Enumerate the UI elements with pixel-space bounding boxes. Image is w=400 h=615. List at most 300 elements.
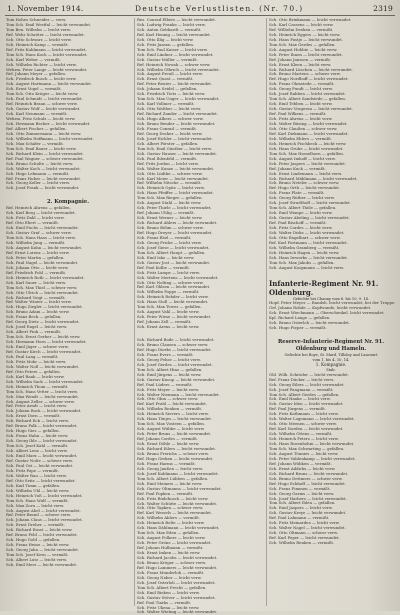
casualty-entry: Sch. Fritz Dahl — leicht verw.	[6, 215, 65, 221]
casualty-entry: Tom Sch. Max Jakobs — gefallen.	[269, 259, 335, 265]
casualty-entry: Sch. Wilhelm Hoffmann — leicht verwundet.	[6, 135, 94, 141]
casualty-entry: Ref. Johann Janssen — vermißt.	[269, 56, 332, 62]
casualty-entry: Ref. Johann Wöbken — vermißt.	[269, 460, 332, 466]
casualty-entry: Sch. Heinrich Hagen — leicht verw.	[269, 249, 340, 255]
casualty-entry: Sch. Karl Weber — vermißt.	[6, 56, 62, 62]
casualty-entry: Ref. Otto Peters — gefallen.	[6, 368, 61, 374]
casualty-entry: Tom Sch. Max Gerdes — gefallen.	[269, 41, 336, 47]
casualty-entry: Sch. Hans Grube — leicht verwundet.	[269, 145, 344, 151]
header-title	[135, 4, 304, 13]
casualty-entry: Sch. Franz Fimmen — vermißt.	[269, 485, 331, 491]
casualty-entry: Ref. Walter Winter — leicht verw.	[6, 299, 72, 305]
casualty-entry: Sch. Wilhelm Ottens — vermißt.	[269, 431, 333, 437]
casualty-entry: Sch. Ludwig Franke — leicht verw.	[137, 21, 206, 27]
company-heading: 1. Kompagnie.	[315, 362, 347, 368]
casualty-entry: Sch. Heinrich Sievers — leicht verw.	[137, 411, 209, 417]
casualty-entry: Sch. Heinrich Thom — vermißt.	[6, 383, 69, 389]
casualty-entry: Tom Sch. Albert Sandstede — gefallen.	[269, 96, 346, 102]
casualty-entry: Tom Sch. Max Schwarting — gefallen.	[269, 446, 345, 451]
casualty-entry: Sch. Gustav Müller — vermißt.	[137, 56, 198, 62]
casualty-entry: Ref. Otto Seitz — leicht verwundet.	[6, 477, 76, 483]
casualty-entry: Sch. Fritz Meyer — leicht verw.	[137, 386, 200, 392]
casualty-entry: Sch. Hugo Pieper — vermißt.	[269, 324, 327, 330]
casualty-entry: Sch. Georg Rüther — leicht verw.	[269, 195, 335, 201]
casualty-entry: Sch. Hans Pfeiffer — leicht verwundet.	[137, 190, 214, 196]
casualty-entry: Sch. Heinrich Kamp — vermißt.	[6, 41, 69, 47]
casualty-entry: Sch. Walter Rau — leicht verw.	[6, 472, 67, 478]
casualty-entry: Ref. Peter Reuter — leicht verwundet.	[137, 81, 213, 87]
casualty-entry: Sch. Johann Bock — leicht verwundet.	[6, 408, 82, 414]
casualty-entry: Sch. Otto Oltmann — schwer verw.	[269, 530, 338, 536]
casualty-entry: Ref. Richard Zander — leicht verwundet.	[137, 111, 218, 117]
casualty-entry: Sch. Franz Munderloh — vermißt.	[137, 569, 205, 575]
casualty-entry: Ref. Peter Arndt — leicht verw.	[6, 403, 68, 409]
casualty-entry: Tom Sch. Max Eden — gefallen.	[137, 530, 200, 536]
casualty-entry: Sch. Wilhelm Jung — vermißt.	[6, 240, 66, 246]
casualty-entry: Sch. Hugo Albers — schwer verw.	[137, 116, 204, 122]
casualty-entry: Sch. Josef Frank — leicht verwundet.	[6, 185, 80, 191]
casualty-entry: Sch. Bruno Martens — schwer verw.	[269, 71, 341, 77]
header-page-number: 2319	[373, 4, 393, 13]
casualty-entry: Sch. August Kuhn — leicht verwundet.	[6, 244, 83, 250]
casualty-entry: Tom Sch. Albert Ihlen — gefallen.	[269, 500, 336, 506]
casualty-entry: Ref. Hugo Dreyer — leicht verwundet.	[137, 229, 213, 235]
casualty-entry: Ref. Karl Hennig — leicht verwundet.	[137, 31, 211, 37]
casualty-entry: Ref. Fritz Jordan — leicht verw.	[137, 160, 199, 166]
casualty-entry: Sch. Bruno Frerichs — schwer verw.	[137, 450, 210, 456]
casualty-entry: Ref. Friedrich Pohl — vermißt.	[6, 269, 67, 275]
casualty-entry: Sch. Emil Meiners — leicht verw.	[137, 480, 203, 486]
casualty-entry: Sch. August Folkers — leicht verw.	[137, 535, 206, 541]
casualty-entry: Ref. Karl Fortmann — leicht verwundet.	[269, 239, 348, 245]
casualty-entry: Wehrm. Fritz Schulz — leicht verw.	[6, 116, 76, 122]
casualty-entry: Sch. Emil Marx — leicht verwundet.	[6, 453, 78, 459]
casualty-entry: Tom Sch. Max Tewes — gefallen.	[137, 304, 202, 310]
casualty-entry: Sch. Hans Stoll — leicht verwundet.	[137, 299, 209, 305]
casualty-entry: Ref. Wehr Schröter — leicht verwundet.	[6, 31, 85, 37]
casualty-entry: Sch. Paul Ihlenfeld — vermißt.	[137, 155, 198, 161]
column-divider	[134, 18, 135, 606]
casualty-entry: Sch. Heinrich Rehder — leicht verw.	[137, 294, 209, 300]
casualty-entry: Sch. Fritz Jansen — gefallen.	[137, 41, 195, 47]
casualty-entry: Sch. Walter Niemann — leicht verwundet.	[137, 391, 220, 397]
casualty-entry: Sch. Anton Gebhardt — vermißt.	[137, 26, 202, 32]
casualty-entry: Ref. Gustav Nolte — schwer verw.	[6, 457, 74, 463]
casualty-entry: Sch. Bruno Bender — leicht verwundet.	[137, 121, 216, 127]
casualty-entry: Sch. Walter Mertens — leicht verwundet.	[137, 274, 219, 280]
battle-line: vom 1. bis 4. 10. 14.	[312, 357, 350, 362]
casualty-entry: Ref. Hugo Dierks — leicht verwundet.	[137, 346, 212, 352]
casualty-entry: Sch. Franz Ebel — vermißt.	[137, 234, 192, 240]
casualty-entry: Sch. Georg Ihle — leicht verwundet.	[6, 438, 78, 444]
casualty-entry: Sch. Gustav Oltmanns — leicht verwundet.	[137, 485, 222, 491]
casualty-entry: Sch. Georg Janßen — leicht verw.	[137, 465, 204, 471]
casualty-entry: Sch. Georg Fricke — leicht verw.	[137, 239, 202, 245]
casualty-entry: Ref. Peter Brand — schwer verw.	[6, 512, 71, 518]
casualty-entry: Sch. Johann Claus — leicht verwundet.	[6, 517, 83, 523]
casualty-entry: Sch. Otto Brinkmann — leicht verwundet.	[269, 17, 352, 22]
casualty-entry: Sch. Gustav Iden — leicht verwundet.	[269, 401, 344, 407]
casualty-entry: Sch. Franz Beck — gefallen.	[6, 314, 62, 320]
casualty-entry: Sch. Richard Lüschen — leicht verwundet.	[269, 66, 354, 72]
casualty-entry: Sch. Wilhelm Olbrich — leicht verwundet.	[137, 66, 220, 72]
casualty-entry: Sch. Hugo Ziegler — leicht verwundet.	[6, 304, 83, 310]
casualty-entry: Ref. Johann Kuck — vermißt.	[269, 165, 326, 171]
casualty-entry: Sch. Emil Iske — leicht verw.	[137, 254, 195, 260]
column-divider	[266, 18, 267, 606]
regiment-heading: Infanterie-Regiment Nr. 91. Oldenburg.	[269, 278, 379, 297]
casualty-entry: Tom Sch. Hans Haas — leicht verw.	[6, 235, 76, 241]
casualty-entry: Sch. Emil Jaspers — leicht verw.	[269, 505, 333, 511]
casualty-entry: Sch. Bruno Clausen — schwer verw.	[137, 342, 209, 347]
casualty-entry: Sch. Peter Gröne — leicht verwundet.	[137, 540, 212, 546]
casualty-entry: Sch. Wilhelm Ehlers — vermißt.	[269, 135, 333, 141]
casualty-entry: Sch. Emil Jürgens — leicht verw.	[137, 371, 202, 377]
casualty-entry: Tom Sch. Max Unger — leicht verwundet.	[137, 96, 220, 102]
casualty-entry: Sch. Emil Lindner — leicht verwundet.	[137, 51, 214, 57]
casualty-entry: Sch. Wilhelm Poppe — vermißt.	[137, 289, 200, 295]
casualty-entry: Sch. Heinrich Eggers — leicht verw.	[269, 31, 341, 37]
casualty-entry: Sch. August Hobbie — leicht verw.	[269, 46, 338, 52]
casualty-entry: Sch. Gustav Jost — leicht verwundet.	[137, 259, 211, 265]
casualty-entry: Sch. Fritz Rüdebusch — leicht verw.	[137, 495, 209, 501]
casualty-entry: Sch. Ernst Dreher — vermißt.	[6, 522, 65, 528]
casualty-entry: Sch. Hugo Gold — gefallen.	[6, 537, 61, 543]
casualty-entry: Sch. Karl Cassens — leicht verw.	[269, 21, 334, 27]
casualty-entry: Sch. Fritz Lampe — leicht verw.	[137, 269, 200, 275]
casualty-entry: Sch. Wilhelm Gramberg — vermißt.	[269, 244, 340, 250]
casualty-entry: Ref. Hugo Nordhoff — leicht verwundet.	[269, 76, 349, 82]
casualty-entry: Sch. Franz Heine — leicht verw.	[6, 542, 70, 548]
casualty-entry: Sch. Hermann Becker — leicht verwundet.	[6, 121, 91, 127]
casualty-entry: Sch. Hans Iwwerks — leicht verwundet.	[269, 254, 348, 260]
casualty-entry: Tom Sch. Albert Hinz — gefallen.	[137, 366, 203, 372]
casualty-entry: Ref. Wilhelm Nitsche — vermißt.	[137, 180, 202, 186]
casualty-entry: Sch. Richard Eck — leicht verw.	[6, 418, 70, 424]
casualty-entry: Sch. Georg Jahn — leicht verwundet.	[6, 547, 79, 553]
column-1	[6, 18, 130, 608]
casualty-entry: Ref. Karl Ohlsen — leicht verwundet.	[137, 284, 211, 290]
casualty-entry: Ref. Karl Norden — leicht verwundet.	[269, 426, 344, 432]
casualty-entry: Ref. Franz Dücker — leicht verw.	[269, 376, 335, 382]
casualty-entry: Sch. Albert Fink — vermißt.	[6, 329, 62, 335]
battle-line: Gefechte bei Roye, St. Mard, Tilloloy und Laucourt	[284, 352, 378, 357]
casualty-entry: Sch. Ernst Quast — vermißt.	[137, 76, 194, 82]
casualty-entry: Tom Sch. Paul Kaiser — leicht verw.	[137, 46, 208, 52]
casualty-entry: Sch. August Preuß — leicht verw.	[137, 71, 203, 77]
casualty-entry: Ref. Heinrich Braun — schwer verw.	[6, 101, 78, 107]
casualty-entry: Ref. Fritz Kuhlmann — leicht verwundet.	[6, 46, 87, 52]
casualty-entry: Tom Sch. Ernst Gerber — leicht verw.	[6, 334, 81, 340]
casualty-entry: Sch. Fritz Cordes — leicht verw.	[269, 225, 333, 231]
casualty-entry: Sch. August Koopmann — leicht verw.	[269, 264, 345, 270]
casualty-entry: Sch. Peter Martin — gefallen.	[6, 254, 65, 260]
casualty-entry: Sch. Josef Fangmann — vermißt.	[269, 386, 334, 392]
casualty-entry: Sch. Hermann Horn — leicht verwundet.	[6, 339, 87, 345]
casualty-entry: Sch. Josef Engel — leicht verw.	[6, 324, 68, 330]
casualty-entry: Sch. Franz Evers — vermißt.	[137, 351, 194, 357]
casualty-entry: Sch. Gustav Hauser — leicht verwundet.	[137, 150, 218, 156]
column-3	[269, 17, 396, 608]
casualty-entry: Sch. Hans Fastje — leicht verwundet.	[269, 36, 344, 42]
casualty-entry: Tom Sch. Albert Haupt — gefallen.	[137, 249, 206, 255]
casualty-entry: Sch. Hugo Lehmann — vermißt.	[6, 170, 70, 176]
casualty-entry: Ref. Paul Lahmann — vermißt.	[269, 515, 330, 521]
casualty-entry: Sch. Albert Lutz — leicht verw.	[6, 557, 68, 563]
casualty-entry: Ref. Paul Wagner — schwer verwundet.	[6, 155, 84, 161]
casualty-entry: Sch. Ernst Kleen — leicht verw.	[269, 61, 332, 67]
casualty-entry: Ref. Otto Ebert — vermißt.	[6, 220, 60, 226]
casualty-entry: Sch. Otto Illig — leicht verw.	[137, 36, 194, 42]
casualty-entry: Sch. Karl Meier — leicht verwundet.	[137, 175, 210, 181]
casualty-entry: Sch. Karl Neumann — vermißt.	[6, 111, 68, 117]
casualty-entry: Tom Sch. Hans Vetter — leicht verw.	[6, 388, 78, 394]
spacer	[269, 271, 393, 279]
casualty-entry: Sch. Josef Harbers — leicht verwundet.	[269, 495, 347, 501]
casualty-entry: Tom Sch. Max Rieger — gefallen.	[137, 195, 203, 201]
casualty-entry: Sch. Friedrich Busch — leicht verw.	[6, 76, 77, 82]
regiment-heading: Reserve-Infanterie-Regiment Nr. 91.	[277, 338, 385, 345]
casualty-entry: Sch. Georg Pundt — leicht verw.	[269, 86, 333, 92]
casualty-entry: Sch. Emil Fuchs — leicht verwundet.	[6, 225, 79, 231]
column-3-list-mid	[269, 300, 396, 331]
section-heading: 2. Kompagnie.	[46, 199, 90, 206]
casualty-entry: Sch. Peter Wiese — leicht verwundet.	[137, 314, 212, 320]
casualty-entry: Tom Sch. Josef Kahl — vermißt.	[6, 443, 69, 449]
casualty-entry: Sch. Peter Bruns — leicht verwundet.	[137, 431, 212, 437]
casualty-entry: Sch. Ernst Wiechmann — Oberschenkel, leicht verwundet.	[269, 310, 385, 316]
casualty-entry: Sch. Josef Giese — leicht verwundet.	[137, 244, 210, 250]
casualty-entry: Tom Sch. Albert Gerdes — gefallen.	[269, 391, 340, 397]
casualty-entry: Sch. Heinrich Opitz — leicht verw.	[137, 185, 205, 191]
casualty-entry: Ref. Hugo Orth — leicht verwundet.	[269, 185, 341, 191]
casualty-entry: Sch. Peter Thiele — leicht verwundet.	[137, 205, 212, 211]
casualty-entry: Ref. Karl Diekmann — leicht verwundet.	[269, 130, 349, 136]
casualty-entry: Sch. Walter Noll — leicht verwundet.	[6, 363, 80, 369]
casualty-entry: Sch. Karl Berg — leicht verwundet.	[6, 210, 76, 216]
casualty-entry: Sch. Ernst Addicks — leicht verw.	[269, 465, 336, 471]
casualty-entry: Sch. Gustav Abeling — leicht verwundet.	[269, 215, 350, 221]
casualty-entry: Sch. Otto Engelbart — schwer verw.	[269, 234, 341, 240]
casualty-entry: Kpl. Richard Lange — gefallen.	[269, 315, 331, 321]
casualty-entry: Ref. Ernst Lorenz — leicht verw.	[6, 249, 70, 255]
casualty-entry: Ref. Bruno Feld — leicht verwundet.	[6, 532, 78, 538]
casualty-entry: Ref. Johann Cordes — vermißt.	[137, 436, 199, 442]
casualty-entry: Ref. Johann Hullmann — vermißt.	[137, 545, 204, 551]
casualty-entry: Ref. Heinrich Ahrens — gefallen.	[6, 205, 71, 211]
casualty-entry: Sch. Franz Harms — vermißt.	[137, 460, 196, 466]
casualty-entry: Sch. Wilhelm Ahlers — vermißt.	[137, 515, 200, 521]
casualty-entry: Sch. Heinrich Fischbeck — leicht verw.	[269, 140, 347, 146]
casualty-entry: Sch. Walter Dirks — leicht verwundet.	[269, 229, 345, 235]
casualty-entry: Sch. Fritz Pape — vermißt.	[6, 467, 60, 473]
casualty-entry: Sch. Emil Jäger — schwer verw.	[6, 344, 69, 350]
casualty-entry: Sch. Fritz Ukena — leicht verw.	[137, 604, 200, 610]
casualty-entry: Ref. Johann Meyer — gefallen.	[6, 71, 67, 77]
casualty-entry: Res. Conrad Elbers — leicht verwundet.	[137, 17, 217, 22]
casualty-entry: Ref. Gustav Kirch — leicht verwundet.	[6, 349, 82, 354]
casualty-entry: Ref. Paul Bischoff — vermißt.	[269, 220, 327, 226]
casualty-entry: Sch. Karl Sauer — leicht verw.	[6, 279, 67, 285]
casualty-entry: Sch. Otto Lüdtke — schwer verw.	[137, 170, 203, 176]
casualty-entry: Sch. Josef Eichler — leicht verwundet.	[137, 135, 213, 141]
casualty-entry: Wehrm. Peter Lange — leicht verwundet.	[6, 66, 88, 72]
casualty-entry: Sch. Ernst Lindemann — leicht verw.	[269, 170, 343, 176]
casualty-entry: Ref. Paul Tiarks — vermißt.	[137, 599, 192, 605]
casualty-entry: Sch. Heinrich Voß — leicht verwundet.	[6, 492, 83, 498]
casualty-entry: Sch. Otto Meenen — schwer verw.	[269, 421, 337, 427]
casualty-entry: Sch. Gustav Stöver — leicht verwundet.	[137, 594, 216, 600]
casualty-entry: Sch. August Stahl — leicht verw.	[137, 200, 202, 206]
casualty-entry: Sch. Josef Strudthoff — leicht verwundet.	[269, 200, 351, 206]
casualty-entry: Sch. Peter Ihnen — leicht verwundet.	[269, 51, 343, 57]
casualty-entry: Ref. Karl Prahl — leicht verwundet.	[137, 401, 208, 407]
casualty-entry: Sch. Karl Timm — gefallen.	[6, 482, 61, 488]
casualty-entry: Sch. Paul Lang — vermißt.	[6, 353, 59, 359]
casualty-entry: Sch. Franz Plate — vermißt.	[269, 190, 325, 196]
casualty-entry: Ref. Paul Jürgens — vermißt.	[269, 406, 327, 412]
page-header	[5, 3, 395, 15]
casualty-entry: Sch. Hans Rosenbohm — leicht verwundet.	[269, 441, 355, 447]
casualty-entry: Sch. Bruno Osterloh — leicht verwundet.	[269, 320, 351, 326]
casualty-entry: Sch. Ernst Vogel — vermißt.	[6, 86, 62, 92]
casualty-entry: Sch. Bruno Dettmers — schwer verw.	[269, 475, 343, 481]
casualty-entry: Sch. Emil Tebben — leicht verw.	[269, 101, 333, 107]
casualty-entry: Sch. Fritz Mohr — leicht verw.	[6, 358, 67, 364]
casualty-entry: Sch. Richard Voigt — vermißt.	[6, 294, 66, 300]
casualty-entry: Sch. Ernst Werner — leicht verw.	[137, 215, 203, 221]
column-2-list-top	[137, 18, 261, 330]
column-1-list-bottom	[6, 206, 130, 568]
casualty-entry: Sch. Paul Ost — leicht verwundet.	[6, 462, 74, 468]
casualty-entry: Sch. Fritz Meinardus — leicht verw.	[269, 520, 340, 526]
column-3-list-bottom	[269, 373, 393, 546]
casualty-entry: Sch. Walter Nagel — leicht verwundet.	[269, 525, 346, 531]
casualty-entry: Sch. Max Wendt — leicht verwundet.	[6, 393, 80, 399]
casualty-entry: Tom Sch. Hans Koch — leicht verwundet.	[6, 51, 88, 57]
casualty-entry: Sch. Josef Osterloh — leicht verwundet.	[137, 579, 216, 585]
casualty-entry: Sch. Karl Vollmer — vermißt.	[137, 101, 195, 107]
casualty-entry: Ref. Albert Fischer — gefallen.	[6, 125, 67, 131]
casualty-entry: Sch. Richard Eilers — leicht verwundet.	[137, 446, 217, 452]
battle-line: Gefechte bei Chauny vom 8. bis 10. 9. 14.	[292, 296, 370, 301]
casualty-entry: Sch. Wilhelm Renken — vermißt.	[269, 540, 335, 546]
casualty-entry: Tom Ben. Wilhelm — leicht verw.	[6, 26, 71, 32]
casualty-entry: Sch. Wilhelm Richter — leicht verw.	[6, 61, 77, 67]
casualty-entry: Sch. Paul Schmidt — leicht verwundet.	[6, 96, 83, 102]
casualty-entry: Sch. Heinrich Bolte — leicht verw.	[137, 520, 205, 526]
spacer	[6, 191, 130, 199]
casualty-entry: Sch. Richard Ahlers — leicht verwundet.	[137, 220, 218, 226]
casualty-entry: Ref. Hugo Lammers — leicht verwundet.	[137, 564, 218, 570]
casualty-entry: Sch. Ernst Arens — leicht verw.	[137, 324, 200, 330]
casualty-entry: Sch. Hans Dählmann — leicht verwundet.	[137, 525, 220, 531]
casualty-entry: Ref. Paul Lüders — vermißt.	[137, 381, 193, 387]
casualty-entry: Sch. Josef Gerdes — leicht verwundet.	[137, 361, 213, 367]
casualty-entry: Ref. Hugo Gerken — leicht verwundet.	[137, 455, 214, 461]
casualty-entry: Sch. Richard Mählmann — leicht verwundet.	[269, 175, 358, 181]
casualty-entry: Sch. Walter Koch — leicht verwundet.	[6, 165, 81, 171]
casualty-entry: Sch. Gustav Graf — schwer verw.	[6, 230, 72, 236]
casualty-entry: Sch. Gustav Vosgerau — leicht verwundet.	[269, 106, 353, 112]
casualty-entry: Tom Sch. Emil Westfal — leicht verwundet.	[6, 21, 92, 27]
casualty-entry: Ref. Karl Peper — leicht verwundet.	[269, 535, 340, 541]
casualty-entry: Sch. Ernst Döhle — leicht verw.	[137, 441, 200, 447]
casualty-entry: Sch. Paul Nagel — leicht verwundet.	[6, 259, 79, 265]
casualty-entry: Sch. Peter Vahlenkamp — leicht verwundet.	[269, 455, 356, 461]
casualty-entry: Sch. Otto Walther — leicht verw.	[137, 106, 202, 112]
casualty-entry: Sch. Richard Bruns — leicht verwundet.	[269, 470, 349, 476]
casualty-entry: Sch. Karl Raab — leicht verw.	[6, 373, 65, 379]
casualty-entry: Sch. Franz Ohmstede — vermißt.	[269, 81, 335, 87]
casualty-entry: Sch. Josef Rabben — leicht verwundet.	[269, 91, 346, 97]
casualty-entry: Sch. Otto Tapken — schwer verw.	[137, 505, 204, 511]
casualty-entry: Ref. Paul Wilkens — vermißt.	[269, 111, 327, 117]
casualty-entry: Hopf. Peter Meyer — Rundsh. leicht verwundet, bei der Truppe.	[269, 300, 396, 306]
staff-heading: Stab.	[326, 368, 336, 373]
casualty-entry: Sch. Otto Nolting — schwer verw.	[137, 279, 204, 285]
casualty-entry: Sch. August Vahl — leicht verw.	[137, 309, 200, 315]
casualty-entry: Tom Sch. Albert Lübben — gefallen.	[137, 475, 209, 481]
casualty-entry: Sch. Richard Klein — leicht verwundet.	[6, 150, 84, 156]
casualty-entry: Ref. Wilhelm Deeken — vermißt.	[269, 26, 334, 32]
casualty-entry: Sch. Georg Keller — leicht verw.	[6, 180, 71, 186]
casualty-entry: Sch. Heinrich Peters — leicht verw.	[269, 436, 339, 442]
casualty-entry: Sch. Georg Fehse — leicht verw.	[137, 356, 201, 362]
casualty-entry: Sch. Emil Rieken — leicht verw.	[137, 589, 200, 595]
casualty-entry: Sch. Gustav Wolf — leicht verwundet.	[6, 106, 81, 112]
casualty-entry: Tom Sch. Emil Bauer — leicht verw.	[6, 145, 77, 151]
casualty-entry: Sch. Fritz Kathmann — leicht verw.	[269, 411, 339, 417]
column-2	[137, 17, 261, 615]
casualty-entry: Sch. Bruno Schulte — leicht verw.	[6, 160, 74, 166]
casualty-entry: Tom Sch. Max Thiel — schwer verw.	[6, 284, 78, 290]
casualty-entry: Sch. Johann Otto — leicht verw.	[6, 264, 69, 270]
casualty-entry: Tom Sch. Otto Krüger — leicht verw.	[6, 91, 79, 97]
casualty-entry: Sch. Albert Lenz — leicht verw.	[6, 448, 68, 454]
casualty-entry: Sch. Albert Förster — gefallen.	[137, 140, 199, 146]
casualty-entry: Sch. Hans Tönjes — leicht verwundet.	[137, 416, 213, 422]
casualty-entry: Sch. Heinrich Roth — leicht verwundet.	[6, 274, 85, 280]
casualty-entry: Sch. Friedrich Tietz — leicht verw.	[137, 91, 206, 97]
casualty-entry: Sch. Georg Eilers — leicht verwundet.	[269, 381, 345, 387]
header-rule	[5, 15, 395, 16]
casualty-entry: Sch. Emil Wempe — leicht verw.	[269, 210, 333, 216]
header-date: 1. November 1914.	[7, 4, 84, 13]
casualty-entry: Sch. August Hartmann — leicht verwundet.	[6, 81, 93, 87]
casualty-entry: Ref. Georg Decker — leicht verw.	[137, 130, 203, 136]
casualty-entry: Sch. Otto Schwarz — leicht verw.	[6, 36, 72, 42]
casualty-entry: Sch. Otto Ohm — schwer verw.	[137, 396, 199, 402]
casualty-entry: Sch. Hugo Gies — gefallen.	[6, 428, 60, 434]
casualty-entry: Tom Sch. Emil Günther — leicht verw.	[137, 145, 213, 151]
casualty-entry: Sch. Franz Hahn — leicht verw.	[6, 433, 69, 439]
casualty-entry: Ref. Johann Zell — vermißt.	[137, 319, 192, 325]
casualty-entry: Sch. Wilhelm Uhl — leicht verw.	[6, 487, 70, 493]
casualty-entry: Sch. Bruno Böhm — schwer verw.	[137, 225, 204, 231]
casualty-entry: Ref. Georg Dietz — leicht verwundet.	[6, 319, 80, 325]
casualty-entry: Sch. Walter Schütte — leicht verwundet.	[137, 500, 218, 506]
casualty-entry: Sch. August Tönnies — leicht verw.	[269, 450, 339, 456]
casualty-entry: Sch. Ernst Imken — leicht verw.	[137, 550, 201, 556]
casualty-entry: Tom Sch. Hans Wulf — vermißt.	[6, 497, 69, 503]
casualty-entry: Tom Hohes Schneider — verw.	[6, 17, 67, 22]
casualty-entry: Sch. Walter Logemann — leicht verwundet.	[269, 416, 355, 422]
casualty-entry: Tom Sch. Max Vosteen — gefallen.	[137, 421, 206, 427]
column-3-list-top	[269, 18, 393, 271]
casualty-entry: Sch. Walter Kunze — leicht verwundet.	[137, 165, 215, 171]
casualty-entry: Tom Sch. Albert Thöle — gefallen.	[269, 205, 337, 211]
